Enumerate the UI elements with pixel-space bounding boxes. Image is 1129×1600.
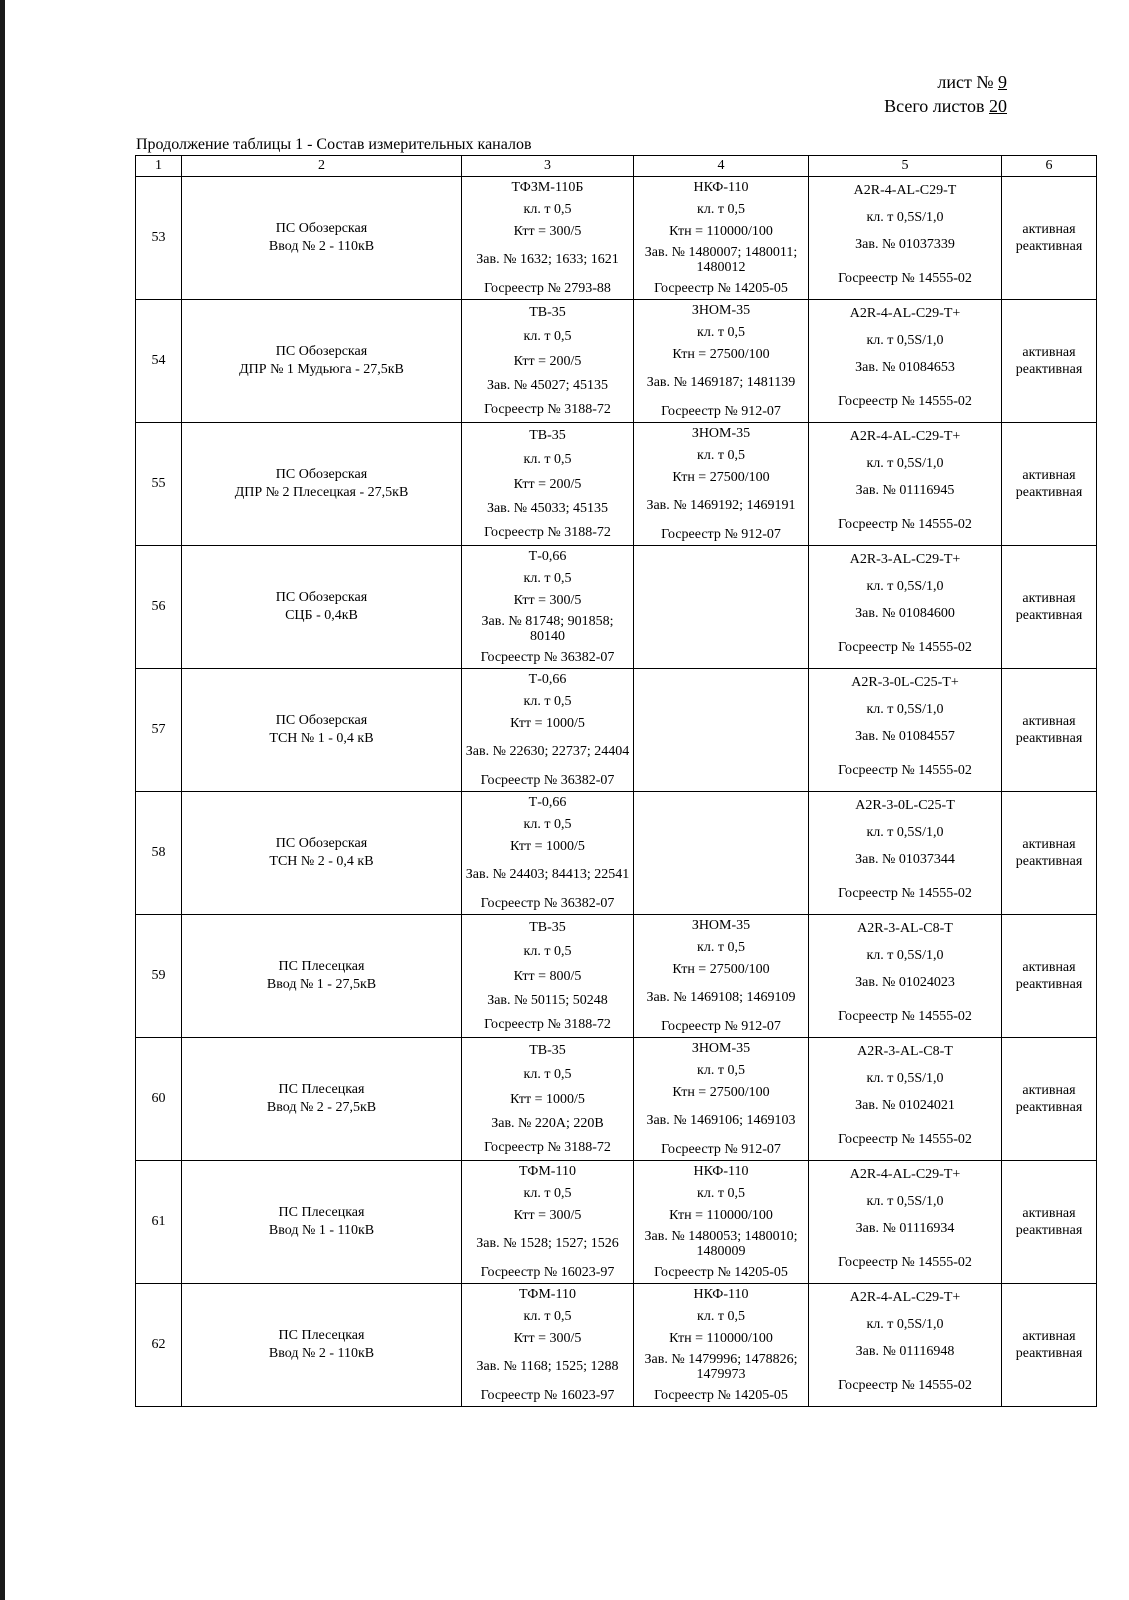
meter-serial: Зав. № 01037339 bbox=[855, 236, 955, 252]
meter-serial: Зав. № 01024023 bbox=[855, 974, 955, 990]
channel-name bbox=[182, 546, 462, 669]
feeder-name: ДПР № 2 Плесецкая - 27,5кВ bbox=[234, 485, 409, 500]
energy-reactive: реактивная bbox=[1015, 485, 1083, 500]
energy-reactive: реактивная bbox=[1015, 362, 1083, 377]
meter-stack bbox=[809, 423, 1001, 545]
ct-registry: Госреестр № 3188-72 bbox=[484, 1140, 611, 1156]
current-transformer-cell bbox=[462, 300, 634, 423]
feeder-name: ТСН № 2 - 0,4 кВ bbox=[269, 854, 374, 869]
vt-serial: Зав. № 1480053; 1480010; 1480009 bbox=[644, 1228, 798, 1259]
vt-serial: Зав. № 1469192; 1469191 bbox=[646, 498, 796, 514]
current-transformer-cell bbox=[462, 669, 634, 792]
sheet-number: 9 bbox=[998, 72, 1007, 92]
substation-name: ПС Плесецкая bbox=[278, 1082, 365, 1097]
energy-reactive: реактивная bbox=[1015, 1100, 1083, 1115]
voltage-transformer-stack bbox=[634, 792, 808, 914]
ct-type: ТФЗМ-110Б bbox=[511, 180, 584, 196]
voltage-transformer-stack bbox=[634, 1284, 808, 1406]
energy-reactive: реактивная bbox=[1015, 977, 1083, 992]
meter-stack bbox=[809, 1284, 1001, 1406]
channel-name bbox=[182, 300, 462, 423]
meter-class: кл. т 0,5S/1,0 bbox=[866, 209, 944, 225]
meter-class: кл. т 0,5S/1,0 bbox=[866, 1193, 944, 1209]
vt-type bbox=[634, 792, 808, 814]
ct-registry: Госреестр № 3188-72 bbox=[484, 525, 611, 541]
vt-serial: Зав. № 1469187; 1481139 bbox=[646, 375, 796, 391]
vt-serial bbox=[634, 858, 808, 892]
current-transformer-cell bbox=[462, 1161, 634, 1284]
vt-registry: Госреестр № 14205-05 bbox=[654, 1387, 788, 1403]
energy-type-cell bbox=[1002, 915, 1097, 1038]
ct-ratio: Ктт = 800/5 bbox=[513, 968, 582, 984]
substation-name: ПС Плесецкая bbox=[278, 1328, 365, 1343]
ct-type: ТВ-35 bbox=[529, 919, 566, 935]
meter-serial: Зав. № 01037344 bbox=[855, 851, 955, 867]
vt-ratio: Ктн = 27500/100 bbox=[672, 347, 770, 363]
energy-type-cell bbox=[1002, 1284, 1097, 1407]
current-transformer-cell bbox=[462, 1038, 634, 1161]
energy-active: активная bbox=[1022, 960, 1076, 975]
ct-type: ТВ-35 bbox=[529, 427, 566, 443]
feeder-name: Ввод № 2 - 110кВ bbox=[268, 1346, 375, 1361]
ct-type: ТВ-35 bbox=[529, 304, 566, 320]
vt-type bbox=[634, 546, 808, 568]
table-row bbox=[136, 915, 1097, 1038]
meter-type: A2R-3-AL-C29-T+ bbox=[849, 551, 961, 567]
vt-type: ЗНОМ-35 bbox=[691, 426, 751, 442]
meter-cell bbox=[809, 300, 1002, 423]
ct-registry: Госреестр № 36382-07 bbox=[480, 772, 615, 788]
ct-ratio: Ктт = 300/5 bbox=[513, 1208, 582, 1224]
ct-ratio: Ктт = 300/5 bbox=[513, 1331, 582, 1347]
energy-type-cell bbox=[1002, 423, 1097, 546]
ct-serial: Зав. № 220А; 220В bbox=[491, 1115, 604, 1131]
ct-ratio: Ктт = 200/5 bbox=[513, 353, 582, 369]
ct-class: кл. т 0,5 bbox=[523, 1309, 572, 1325]
meter-serial: Зав. № 01084557 bbox=[855, 728, 955, 744]
ct-serial: Зав. № 45027; 45135 bbox=[486, 377, 609, 393]
feeder-name: Ввод № 2 - 110кВ bbox=[268, 239, 375, 254]
channels-table bbox=[135, 155, 1097, 1407]
ct-ratio: Ктт = 200/5 bbox=[513, 476, 582, 492]
table-row bbox=[136, 546, 1097, 669]
vt-type: ЗНОМ-35 bbox=[691, 1041, 751, 1057]
ct-type: ТФМ-110 bbox=[519, 1287, 576, 1303]
energy-active: активная bbox=[1022, 591, 1076, 606]
voltage-transformer-stack bbox=[634, 669, 808, 791]
total-label: Всего листов bbox=[884, 96, 985, 116]
meter-stack bbox=[809, 1038, 1001, 1160]
vt-serial: Зав. № 1479996; 1478826; 1479973 bbox=[644, 1351, 798, 1382]
meter-type: A2R-3-AL-C8-T bbox=[857, 920, 953, 936]
channel-number: 54 bbox=[136, 300, 182, 423]
table-row bbox=[136, 300, 1097, 423]
column-header: 2 bbox=[182, 156, 462, 177]
channel-name bbox=[182, 1284, 462, 1407]
feeder-name: Ввод № 1 - 27,5кВ bbox=[266, 977, 377, 992]
ct-class: кл. т 0,5 bbox=[523, 817, 572, 833]
table-row bbox=[136, 177, 1097, 300]
ct-type: ТФМ-110 bbox=[519, 1164, 576, 1180]
sheet-info bbox=[884, 70, 1007, 118]
vt-class: кл. т 0,5 bbox=[697, 940, 745, 956]
total-sheets-line bbox=[884, 94, 1007, 118]
channel-name bbox=[182, 1038, 462, 1161]
sheet-number-line bbox=[884, 70, 1007, 94]
ct-type: ТВ-35 bbox=[529, 1042, 566, 1058]
energy-active: активная bbox=[1022, 345, 1076, 360]
ct-ratio: Ктт = 300/5 bbox=[513, 224, 582, 240]
current-transformer-stack bbox=[462, 300, 633, 422]
vt-type: НКФ-110 bbox=[693, 1287, 749, 1303]
energy-active: активная bbox=[1022, 1329, 1076, 1344]
meter-cell bbox=[809, 423, 1002, 546]
ct-serial: Зав. № 24403; 84413; 22541 bbox=[465, 867, 630, 883]
meter-type: A2R-3-0L-C25-T bbox=[855, 797, 955, 813]
vt-class bbox=[634, 568, 808, 590]
scan-edge bbox=[0, 0, 5, 1600]
vt-class: кл. т 0,5 bbox=[697, 202, 745, 218]
current-transformer-cell bbox=[462, 915, 634, 1038]
vt-registry: Госреестр № 912-07 bbox=[661, 1141, 781, 1157]
vt-serial: Зав. № 1469108; 1469109 bbox=[646, 990, 796, 1006]
energy-reactive: реактивная bbox=[1015, 854, 1083, 869]
ct-serial: Зав. № 1528; 1527; 1526 bbox=[476, 1236, 619, 1252]
ct-class: кл. т 0,5 bbox=[523, 1067, 572, 1083]
channel-number: 56 bbox=[136, 546, 182, 669]
vt-class bbox=[634, 814, 808, 836]
meter-class: кл. т 0,5S/1,0 bbox=[866, 332, 944, 348]
vt-ratio: Ктн = 27500/100 bbox=[672, 1085, 770, 1101]
channel-number: 61 bbox=[136, 1161, 182, 1284]
meter-cell bbox=[809, 1038, 1002, 1161]
energy-active: активная bbox=[1022, 468, 1076, 483]
voltage-transformer-cell bbox=[634, 792, 809, 915]
feeder-name: ТСН № 1 - 0,4 кВ bbox=[269, 731, 374, 746]
meter-stack bbox=[809, 1161, 1001, 1283]
voltage-transformer-stack bbox=[634, 915, 808, 1037]
energy-type-cell bbox=[1002, 300, 1097, 423]
voltage-transformer-stack bbox=[634, 1161, 808, 1283]
ct-registry: Госреестр № 36382-07 bbox=[480, 649, 615, 665]
ct-serial: Зав. № 22630; 22737; 24404 bbox=[465, 744, 630, 760]
channel-name bbox=[182, 1161, 462, 1284]
meter-type: A2R-4-AL-C29-T+ bbox=[849, 305, 961, 321]
voltage-transformer-stack bbox=[634, 300, 808, 422]
ct-serial: Зав. № 1168; 1525; 1288 bbox=[476, 1359, 619, 1375]
voltage-transformer-cell bbox=[634, 177, 809, 300]
column-header-row bbox=[136, 156, 1097, 177]
vt-class: кл. т 0,5 bbox=[697, 325, 745, 341]
energy-active: активная bbox=[1022, 837, 1076, 852]
voltage-transformer-cell bbox=[634, 1161, 809, 1284]
ct-registry: Госреестр № 2793-88 bbox=[484, 280, 611, 296]
energy-reactive: реактивная bbox=[1015, 608, 1083, 623]
meter-stack bbox=[809, 177, 1001, 299]
channel-name bbox=[182, 915, 462, 1038]
voltage-transformer-stack bbox=[634, 177, 808, 299]
vt-registry: Госреестр № 912-07 bbox=[661, 526, 781, 542]
ct-ratio: Ктт = 1000/5 bbox=[510, 1091, 585, 1107]
feeder-name: Ввод № 2 - 27,5кВ bbox=[266, 1100, 377, 1115]
meter-class: кл. т 0,5S/1,0 bbox=[866, 1070, 944, 1086]
substation-name: ПС Плесецкая bbox=[278, 959, 365, 974]
meter-type: A2R-3-AL-C8-T bbox=[857, 1043, 953, 1059]
channel-name bbox=[182, 669, 462, 792]
voltage-transformer-cell bbox=[634, 546, 809, 669]
ct-type: Т-0,66 bbox=[528, 795, 567, 811]
ct-serial: Зав. № 1632; 1633; 1621 bbox=[476, 252, 619, 268]
vt-registry: Госреестр № 14205-05 bbox=[654, 1264, 788, 1280]
meter-stack bbox=[809, 669, 1001, 791]
feeder-name: СЦБ - 0,4кВ bbox=[285, 608, 358, 623]
vt-serial bbox=[634, 735, 808, 769]
ct-ratio: Ктт = 300/5 bbox=[513, 593, 582, 609]
ct-class: кл. т 0,5 bbox=[523, 329, 572, 345]
meter-cell bbox=[809, 792, 1002, 915]
voltage-transformer-stack bbox=[634, 1038, 808, 1160]
current-transformer-stack bbox=[462, 915, 633, 1037]
vt-serial: Зав. № 1469106; 1469103 bbox=[646, 1113, 796, 1129]
current-transformer-cell bbox=[462, 792, 634, 915]
energy-type-cell bbox=[1002, 669, 1097, 792]
ct-registry: Госреестр № 3188-72 bbox=[484, 402, 611, 418]
table-row bbox=[136, 423, 1097, 546]
meter-serial: Зав. № 01084600 bbox=[855, 605, 955, 621]
meter-type: A2R-4-AL-C29-T+ bbox=[849, 428, 961, 444]
vt-serial: Зав. № 1480007; 1480011; 1480012 bbox=[644, 244, 798, 275]
table-row bbox=[136, 792, 1097, 915]
vt-ratio: Ктн = 110000/100 bbox=[669, 1331, 773, 1347]
substation-name: ПС Обозерская bbox=[275, 713, 368, 728]
table-row bbox=[136, 1038, 1097, 1161]
vt-class: кл. т 0,5 bbox=[697, 1063, 745, 1079]
current-transformer-cell bbox=[462, 546, 634, 669]
column-header: 3 bbox=[462, 156, 634, 177]
vt-class: кл. т 0,5 bbox=[697, 448, 745, 464]
meter-type: A2R-4-AL-C29-T+ bbox=[849, 1166, 961, 1182]
vt-type: НКФ-110 bbox=[693, 1164, 749, 1180]
energy-type-cell bbox=[1002, 546, 1097, 669]
meter-cell bbox=[809, 546, 1002, 669]
channel-number: 57 bbox=[136, 669, 182, 792]
vt-ratio: Ктн = 27500/100 bbox=[672, 962, 770, 978]
channel-number: 60 bbox=[136, 1038, 182, 1161]
current-transformer-cell bbox=[462, 177, 634, 300]
meter-registry: Госреестр № 14555-02 bbox=[838, 1131, 972, 1147]
ct-registry: Госреестр № 36382-07 bbox=[480, 895, 615, 911]
energy-active: активная bbox=[1022, 1083, 1076, 1098]
meter-stack bbox=[809, 792, 1001, 914]
meter-registry: Госреестр № 14555-02 bbox=[838, 885, 972, 901]
current-transformer-stack bbox=[462, 669, 633, 791]
table-row bbox=[136, 669, 1097, 792]
vt-registry: Госреестр № 912-07 bbox=[661, 1018, 781, 1034]
energy-type-cell bbox=[1002, 1161, 1097, 1284]
ct-class: кл. т 0,5 bbox=[523, 202, 572, 218]
vt-ratio: Ктн = 110000/100 bbox=[669, 224, 773, 240]
energy-active: активная bbox=[1022, 714, 1076, 729]
meter-registry: Госреестр № 14555-02 bbox=[838, 639, 972, 655]
vt-ratio bbox=[634, 836, 808, 858]
vt-type: НКФ-110 bbox=[693, 180, 749, 196]
ct-ratio: Ктт = 1000/5 bbox=[510, 716, 585, 732]
ct-serial: Зав. № 81748; 901858; 80140 bbox=[481, 613, 614, 644]
vt-ratio: Ктн = 110000/100 bbox=[669, 1208, 773, 1224]
meter-stack bbox=[809, 546, 1001, 668]
current-transformer-stack bbox=[462, 1161, 633, 1283]
vt-type: ЗНОМ-35 bbox=[691, 918, 751, 934]
energy-reactive: реактивная bbox=[1015, 1346, 1083, 1361]
meter-registry: Госреестр № 14555-02 bbox=[838, 1377, 972, 1393]
total-number: 20 bbox=[989, 96, 1007, 116]
meter-registry: Госреестр № 14555-02 bbox=[838, 762, 972, 778]
vt-registry bbox=[634, 892, 808, 914]
substation-name: ПС Обозерская bbox=[275, 344, 368, 359]
feeder-name: ДПР № 1 Мудьюга - 27,5кВ bbox=[239, 362, 404, 377]
meter-type: A2R-3-0L-C25-T+ bbox=[851, 674, 959, 690]
voltage-transformer-cell bbox=[634, 669, 809, 792]
ct-type: Т-0,66 bbox=[528, 672, 567, 688]
vt-class: кл. т 0,5 bbox=[697, 1186, 745, 1202]
substation-name: ПС Плесецкая bbox=[278, 1205, 365, 1220]
voltage-transformer-cell bbox=[634, 1284, 809, 1407]
current-transformer-stack bbox=[462, 546, 633, 668]
meter-class: кл. т 0,5S/1,0 bbox=[866, 455, 944, 471]
meter-registry: Госреестр № 14555-02 bbox=[838, 393, 972, 409]
energy-type-cell bbox=[1002, 792, 1097, 915]
voltage-transformer-stack bbox=[634, 423, 808, 545]
vt-ratio: Ктн = 27500/100 bbox=[672, 470, 770, 486]
column-header: 1 bbox=[136, 156, 182, 177]
ct-registry: Госреестр № 3188-72 bbox=[484, 1017, 611, 1033]
ct-registry: Госреестр № 16023-97 bbox=[480, 1264, 615, 1280]
voltage-transformer-stack bbox=[634, 546, 808, 668]
column-header: 4 bbox=[634, 156, 809, 177]
energy-reactive: реактивная bbox=[1015, 731, 1083, 746]
vt-class: кл. т 0,5 bbox=[697, 1309, 745, 1325]
vt-registry bbox=[634, 646, 808, 668]
vt-registry: Госреестр № 912-07 bbox=[661, 403, 781, 419]
current-transformer-stack bbox=[462, 792, 633, 914]
meter-serial: Зав. № 01116948 bbox=[855, 1343, 955, 1359]
current-transformer-stack bbox=[462, 177, 633, 299]
vt-serial bbox=[634, 612, 808, 646]
meter-class: кл. т 0,5S/1,0 bbox=[866, 1316, 944, 1332]
meter-stack bbox=[809, 300, 1001, 422]
table-caption: Продолжение таблицы 1 - Состав измерительных каналов bbox=[136, 136, 532, 153]
table-row bbox=[136, 1284, 1097, 1407]
meter-serial: Зав. № 01116934 bbox=[855, 1220, 955, 1236]
energy-type-cell bbox=[1002, 177, 1097, 300]
channel-number: 59 bbox=[136, 915, 182, 1038]
meter-type: A2R-4-AL-C29-T+ bbox=[849, 1289, 961, 1305]
vt-registry bbox=[634, 769, 808, 791]
column-header: 6 bbox=[1002, 156, 1097, 177]
meter-cell bbox=[809, 915, 1002, 1038]
ct-class: кл. т 0,5 bbox=[523, 452, 572, 468]
meter-cell bbox=[809, 669, 1002, 792]
vt-ratio bbox=[634, 713, 808, 735]
meter-cell bbox=[809, 177, 1002, 300]
energy-reactive: реактивная bbox=[1015, 1223, 1083, 1238]
ct-class: кл. т 0,5 bbox=[523, 1186, 572, 1202]
substation-name: ПС Обозерская bbox=[275, 590, 368, 605]
vt-ratio bbox=[634, 590, 808, 612]
vt-type bbox=[634, 669, 808, 691]
substation-name: ПС Обозерская bbox=[275, 836, 368, 851]
meter-cell bbox=[809, 1161, 1002, 1284]
meter-serial: Зав. № 01084653 bbox=[855, 359, 955, 375]
current-transformer-stack bbox=[462, 1284, 633, 1406]
vt-class bbox=[634, 691, 808, 713]
current-transformer-stack bbox=[462, 423, 633, 545]
channel-number: 55 bbox=[136, 423, 182, 546]
channel-name bbox=[182, 177, 462, 300]
ct-serial: Зав. № 50115; 50248 bbox=[487, 992, 608, 1008]
current-transformer-cell bbox=[462, 423, 634, 546]
meter-class: кл. т 0,5S/1,0 bbox=[866, 578, 944, 594]
substation-name: ПС Обозерская bbox=[275, 221, 368, 236]
voltage-transformer-cell bbox=[634, 1038, 809, 1161]
energy-reactive: реактивная bbox=[1015, 239, 1083, 254]
ct-serial: Зав. № 45033; 45135 bbox=[486, 500, 609, 516]
feeder-name: Ввод № 1 - 110кВ bbox=[268, 1223, 375, 1238]
meter-registry: Госреестр № 14555-02 bbox=[838, 516, 972, 532]
table-row bbox=[136, 1161, 1097, 1284]
current-transformer-stack bbox=[462, 1038, 633, 1160]
ct-type: Т-0,66 bbox=[528, 549, 567, 565]
vt-type: ЗНОМ-35 bbox=[691, 303, 751, 319]
voltage-transformer-cell bbox=[634, 300, 809, 423]
current-transformer-cell bbox=[462, 1284, 634, 1407]
energy-active: активная bbox=[1022, 222, 1076, 237]
column-header: 5 bbox=[809, 156, 1002, 177]
channel-number: 62 bbox=[136, 1284, 182, 1407]
ct-class: кл. т 0,5 bbox=[523, 571, 572, 587]
energy-active: активная bbox=[1022, 1206, 1076, 1221]
energy-type-cell bbox=[1002, 1038, 1097, 1161]
meter-registry: Госреестр № 14555-02 bbox=[838, 1254, 972, 1270]
meter-type: A2R-4-AL-C29-T bbox=[853, 182, 957, 198]
meter-class: кл. т 0,5S/1,0 bbox=[866, 947, 944, 963]
meter-class: кл. т 0,5S/1,0 bbox=[866, 824, 944, 840]
voltage-transformer-cell bbox=[634, 423, 809, 546]
meter-registry: Госреестр № 14555-02 bbox=[838, 1008, 972, 1024]
channel-name bbox=[182, 792, 462, 915]
substation-name: ПС Обозерская bbox=[275, 467, 368, 482]
channel-number: 58 bbox=[136, 792, 182, 915]
meter-class: кл. т 0,5S/1,0 bbox=[866, 701, 944, 717]
voltage-transformer-cell bbox=[634, 915, 809, 1038]
ct-class: кл. т 0,5 bbox=[523, 944, 572, 960]
ct-class: кл. т 0,5 bbox=[523, 694, 572, 710]
meter-stack bbox=[809, 915, 1001, 1037]
channel-name bbox=[182, 423, 462, 546]
channel-number: 53 bbox=[136, 177, 182, 300]
sheet-label: лист № bbox=[937, 72, 994, 92]
meter-serial: Зав. № 01116945 bbox=[855, 482, 955, 498]
ct-ratio: Ктт = 1000/5 bbox=[510, 839, 585, 855]
ct-registry: Госреестр № 16023-97 bbox=[480, 1387, 615, 1403]
meter-registry: Госреестр № 14555-02 bbox=[838, 270, 972, 286]
vt-registry: Госреестр № 14205-05 bbox=[654, 280, 788, 296]
meter-serial: Зав. № 01024021 bbox=[855, 1097, 955, 1113]
meter-cell bbox=[809, 1284, 1002, 1407]
